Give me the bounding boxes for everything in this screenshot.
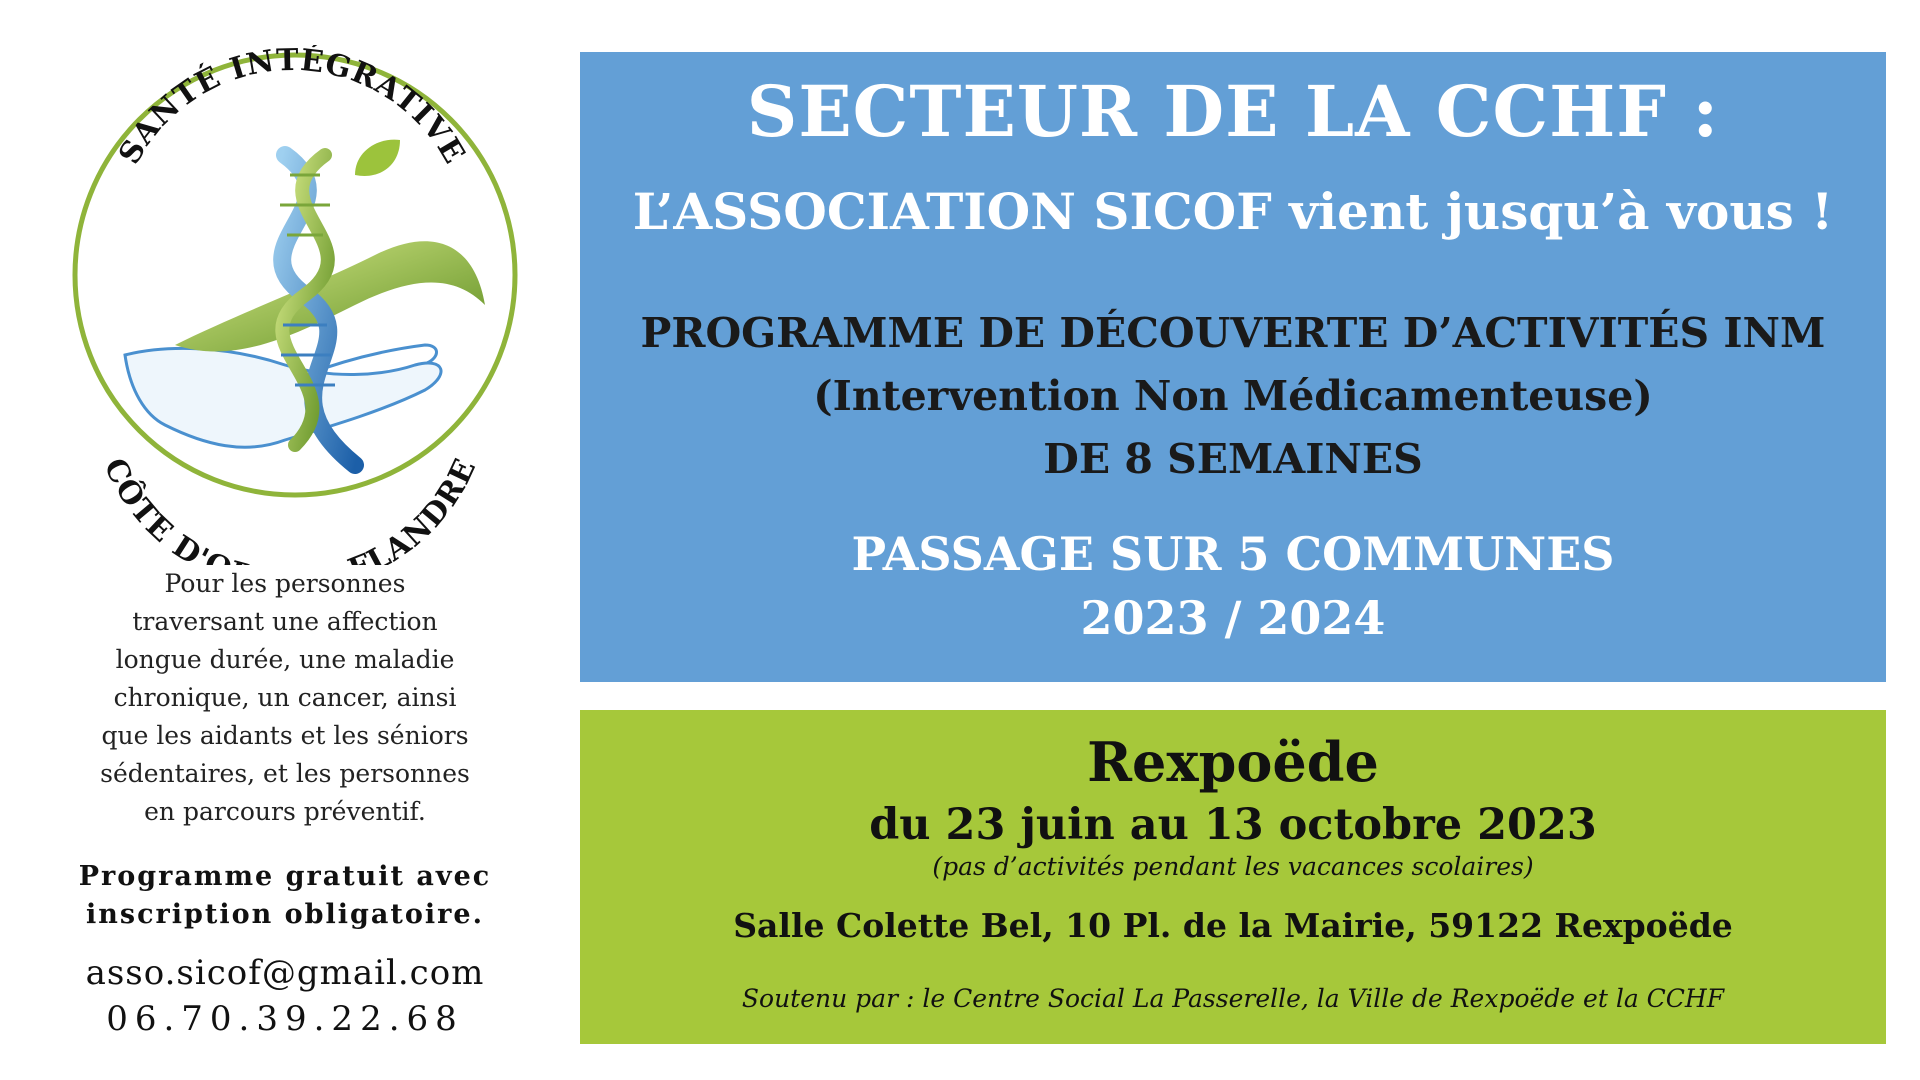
audience-line: Pour les personnes xyxy=(164,569,406,598)
free-program-line: inscription obligatoire. xyxy=(86,899,484,930)
contact-phone[interactable]: 06.70.39.22.68 xyxy=(106,999,464,1039)
left-column xyxy=(40,40,530,1060)
free-program-notice xyxy=(40,858,530,934)
audience-text xyxy=(40,565,530,831)
audience-line: chronique, un cancer, ainsi xyxy=(113,683,457,712)
program-description xyxy=(580,302,1886,491)
logo-bottom-text: CÔTE D' LANDRE xyxy=(96,453,484,565)
hand-icon xyxy=(125,348,441,447)
logo-top-text: SANTÉ INTÉGRATIVE xyxy=(112,45,472,171)
program-line: (Intervention Non Médicamenteuse) xyxy=(813,372,1653,420)
contact-email[interactable]: asso.sicof@gmail.com xyxy=(85,953,485,993)
audience-line: traversant une affection xyxy=(132,607,438,636)
years-text: 2023 / 2024 xyxy=(1080,591,1386,645)
program-line: PROGRAMME DE DÉCOUVERTE D’ACTIVITÉS INM xyxy=(640,309,1826,357)
panel-title: SECTEUR DE LA CCHF : xyxy=(746,70,1720,153)
free-program-line: Programme gratuit avec xyxy=(78,861,492,892)
audience-line: longue durée, une maladie xyxy=(115,645,455,674)
venue-address: Salle Colette Bel, 10 Pl. de la Mairie, 59122 Rexpoëde xyxy=(733,906,1733,945)
audience-line: sédentaires, et les personnes xyxy=(100,759,470,788)
session-panel xyxy=(580,710,1886,1044)
passage-text: PASSAGE SUR 5 COMMUNES xyxy=(851,527,1615,581)
program-line: DE 8 SEMAINES xyxy=(1043,435,1423,483)
support-credits: Soutenu par : le Centre Social La Passerelle, la Ville de Rexpoëde et la CCHF xyxy=(741,984,1725,1013)
leaf-icon xyxy=(355,140,400,176)
audience-line: en parcours préventif. xyxy=(144,797,426,826)
town-name: Rexpoëde xyxy=(1087,730,1379,794)
panel-subtitle: L’ASSOCIATION SICOF vient jusqu’à vous ! xyxy=(632,182,1834,241)
program-panel xyxy=(580,52,1886,682)
contact-block xyxy=(40,950,530,1042)
sante-integrative-logo xyxy=(55,45,525,565)
session-dates: du 23 juin au 13 octobre 2023 xyxy=(869,800,1597,850)
passage-info xyxy=(580,522,1886,650)
holiday-note: (pas d’activités pendant les vacances scolaires) xyxy=(932,852,1534,881)
audience-line: que les aidants et les séniors xyxy=(101,721,469,750)
